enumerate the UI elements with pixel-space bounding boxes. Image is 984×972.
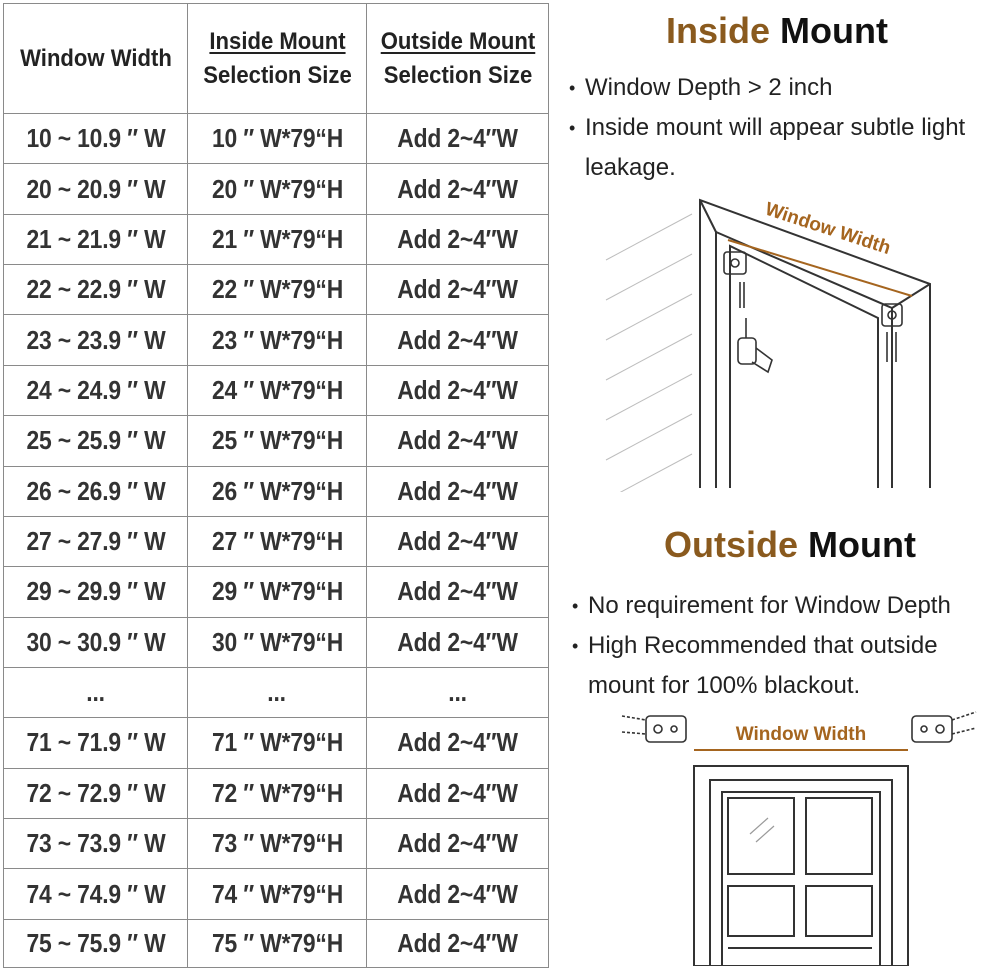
cell-outside-size <box>367 667 549 717</box>
cell-window-width-text: 71 ~ 71.9 ″ W <box>25 727 166 758</box>
wall-hatching <box>606 214 692 492</box>
cell-outside-size-text: Add 2~4″W <box>397 626 518 657</box>
cell-window-width-text: 72 ~ 72.9 ″ W <box>25 777 166 808</box>
outside-left-bracket-icon <box>622 716 686 742</box>
cell-outside-size <box>367 466 549 516</box>
cell-inside-size-text: 29 ″ W*79“H <box>211 576 343 607</box>
outside-bullet-blackout: • High Recommended that outside mount for 100% blackout. <box>572 626 984 706</box>
cell-window-width <box>4 315 188 365</box>
cell-window-width <box>4 416 188 466</box>
cell-outside-size <box>367 617 549 667</box>
table-row <box>4 214 549 264</box>
cell-inside-size <box>188 919 367 967</box>
cell-outside-size-text: Add 2~4″W <box>397 425 518 456</box>
cell-outside-size-text: Add 2~4″W <box>397 173 518 204</box>
cell-inside-size <box>188 567 367 617</box>
cell-window-width-text: 30 ~ 30.9 ″ W <box>25 626 166 657</box>
cell-inside-size <box>188 667 367 717</box>
cell-inside-size-text: 30 ″ W*79“H <box>211 626 343 657</box>
inside-mount-title-rest: Mount <box>770 10 888 51</box>
cell-outside-size-text: Add 2~4″W <box>397 374 518 405</box>
cell-window-width <box>4 164 188 214</box>
cell-window-width <box>4 819 188 869</box>
cell-outside-size <box>367 114 549 164</box>
glass-reflection <box>750 818 774 842</box>
cell-outside-size-text: Add 2~4″W <box>397 526 518 557</box>
cell-outside-size-text: Add 2~4″W <box>397 274 518 305</box>
outside-right-bracket-icon <box>912 712 976 742</box>
cell-inside-size <box>188 365 367 415</box>
header-outside-mount-line1: Outside Mount <box>380 27 535 55</box>
cell-outside-size <box>367 919 549 967</box>
table-header-row <box>4 4 549 114</box>
table-row <box>4 365 549 415</box>
cell-window-width <box>4 567 188 617</box>
cell-inside-size-text: 27 ″ W*79“H <box>211 526 343 557</box>
cell-inside-size <box>188 718 367 768</box>
cell-outside-size-text: Add 2~4″W <box>397 223 518 254</box>
cell-outside-size <box>367 416 549 466</box>
cell-inside-size <box>188 617 367 667</box>
cell-window-width-text: 27 ~ 27.9 ″ W <box>25 526 166 557</box>
table-row <box>4 114 549 164</box>
cell-inside-size <box>188 516 367 566</box>
cell-outside-size-text: Add 2~4″W <box>397 324 518 355</box>
header-inside-mount-line1: Inside Mount <box>208 27 346 55</box>
cell-outside-size <box>367 315 549 365</box>
cell-outside-size <box>367 365 549 415</box>
cell-outside-size <box>367 164 549 214</box>
table-row <box>4 718 549 768</box>
cell-inside-size <box>188 819 367 869</box>
outside-mount-title-rest: Mount <box>798 524 916 565</box>
outside-width-label: Window Width <box>735 724 867 745</box>
header-window-width-label: Window Width <box>19 44 172 72</box>
inside-mount-diagram <box>600 192 936 492</box>
cell-window-width-text: ... <box>86 677 105 708</box>
cell-window-width-text: 25 ~ 25.9 ″ W <box>25 425 166 456</box>
outside-mount-title <box>664 524 916 566</box>
inside-mount-bullets <box>569 68 979 188</box>
table-row <box>4 164 549 214</box>
header-window-width <box>11 4 180 114</box>
cell-outside-size <box>367 718 549 768</box>
header-outside-mount <box>374 4 541 114</box>
cell-inside-size <box>188 164 367 214</box>
cell-outside-size-text: Add 2~4″W <box>397 576 518 607</box>
table-body <box>4 114 549 968</box>
outside-bullet-depth: • No requirement for Window Depth <box>572 586 984 626</box>
cell-outside-size <box>367 265 549 315</box>
cell-inside-size <box>188 416 367 466</box>
cell-window-width <box>4 365 188 415</box>
cell-window-width <box>4 466 188 516</box>
cell-outside-size <box>367 768 549 818</box>
inside-mount-title-accent: Inside <box>666 10 771 51</box>
outside-window-frame <box>694 766 908 966</box>
cell-window-width <box>4 869 188 919</box>
cell-outside-size-text: Add 2~4″W <box>397 878 518 909</box>
cell-outside-size-text: Add 2~4″W <box>397 123 518 154</box>
table-row <box>4 919 549 967</box>
header-inside-mount <box>195 4 360 114</box>
cell-window-width <box>4 214 188 264</box>
cell-window-width <box>4 265 188 315</box>
cell-window-width <box>4 667 188 717</box>
table-row <box>4 315 549 365</box>
outside-mount-bullets <box>572 586 984 706</box>
table-row <box>4 617 549 667</box>
cell-inside-size <box>188 768 367 818</box>
cell-outside-size <box>367 516 549 566</box>
cell-inside-size <box>188 315 367 365</box>
cell-outside-size <box>367 869 549 919</box>
cell-window-width <box>4 718 188 768</box>
cell-window-width-text: 73 ~ 73.9 ″ W <box>25 828 166 859</box>
cell-outside-size <box>367 567 549 617</box>
cell-outside-size-text: Add 2~4″W <box>397 828 518 859</box>
cell-outside-size <box>367 819 549 869</box>
header-inside-mount-line2: Selection Size <box>202 61 352 89</box>
cell-inside-size-text: ... <box>267 677 287 708</box>
header-outside-mount-line2: Selection Size <box>383 61 532 89</box>
cell-window-width-text: 10 ~ 10.9 ″ W <box>25 123 166 154</box>
table-row <box>4 466 549 516</box>
cell-outside-size-text: ... <box>448 677 467 708</box>
inside-width-label: Window Width <box>762 198 894 260</box>
cell-inside-size-text: 71 ″ W*79“H <box>211 727 343 758</box>
cell-inside-size <box>188 869 367 919</box>
cell-outside-size-text: Add 2~4″W <box>397 927 518 958</box>
table-row <box>4 768 549 818</box>
cell-inside-size-text: 26 ″ W*79“H <box>211 475 343 506</box>
cell-window-width <box>4 617 188 667</box>
cell-inside-size-text: 73 ″ W*79“H <box>211 828 343 859</box>
cell-window-width-text: 22 ~ 22.9 ″ W <box>25 274 166 305</box>
cell-inside-size-text: 74 ″ W*79“H <box>211 878 343 909</box>
cell-inside-size-text: 25 ″ W*79“H <box>211 425 343 456</box>
cell-inside-size-text: 22 ″ W*79“H <box>211 274 343 305</box>
outside-mount-title-accent: Outside <box>664 524 799 565</box>
cell-window-width-text: 26 ~ 26.9 ″ W <box>25 475 166 506</box>
cell-outside-size-text: Add 2~4″W <box>397 475 518 506</box>
cell-inside-size <box>188 114 367 164</box>
cell-window-width-text: 75 ~ 75.9 ″ W <box>25 927 166 958</box>
cell-inside-size-text: 75 ″ W*79“H <box>211 927 343 958</box>
cell-window-width-text: 24 ~ 24.9 ″ W <box>25 374 166 405</box>
cell-inside-size-text: 24 ″ W*79“H <box>211 374 343 405</box>
table-row <box>4 869 549 919</box>
cell-inside-size <box>188 466 367 516</box>
table-row <box>4 819 549 869</box>
table-row <box>4 265 549 315</box>
cell-inside-size-text: 72 ″ W*79“H <box>211 777 343 808</box>
table-row <box>4 567 549 617</box>
cell-inside-size-text: 20 ″ W*79“H <box>211 173 343 204</box>
left-bracket-icon <box>724 252 746 308</box>
cell-window-width <box>4 114 188 164</box>
table-row <box>4 416 549 466</box>
cell-window-width <box>4 768 188 818</box>
cell-window-width <box>4 516 188 566</box>
size-table <box>3 3 549 968</box>
cell-window-width <box>4 919 188 967</box>
cell-window-width-text: 74 ~ 74.9 ″ W <box>25 878 166 909</box>
cell-window-width-text: 23 ~ 23.9 ″ W <box>25 324 166 355</box>
inside-mount-title <box>666 10 888 52</box>
cell-inside-size-text: 23 ″ W*79“H <box>211 324 343 355</box>
cell-outside-size <box>367 214 549 264</box>
cell-window-width-text: 29 ~ 29.9 ″ W <box>25 576 166 607</box>
drill-icon <box>738 318 772 372</box>
inside-bullet-depth: • Window Depth > 2 inch <box>569 68 979 108</box>
cell-inside-size <box>188 214 367 264</box>
inside-bullet-leakage: • Inside mount will appear subtle light leakage. <box>569 108 979 188</box>
cell-inside-size <box>188 265 367 315</box>
table-row <box>4 516 549 566</box>
cell-outside-size-text: Add 2~4″W <box>397 777 518 808</box>
outside-mount-diagram <box>618 706 982 966</box>
cell-inside-size-text: 10 ″ W*79“H <box>211 123 343 154</box>
cell-outside-size-text: Add 2~4″W <box>397 727 518 758</box>
cell-window-width-text: 21 ~ 21.9 ″ W <box>25 223 166 254</box>
cell-window-width-text: 20 ~ 20.9 ″ W <box>25 173 166 204</box>
table-row <box>4 667 549 717</box>
cell-inside-size-text: 21 ″ W*79“H <box>211 223 343 254</box>
